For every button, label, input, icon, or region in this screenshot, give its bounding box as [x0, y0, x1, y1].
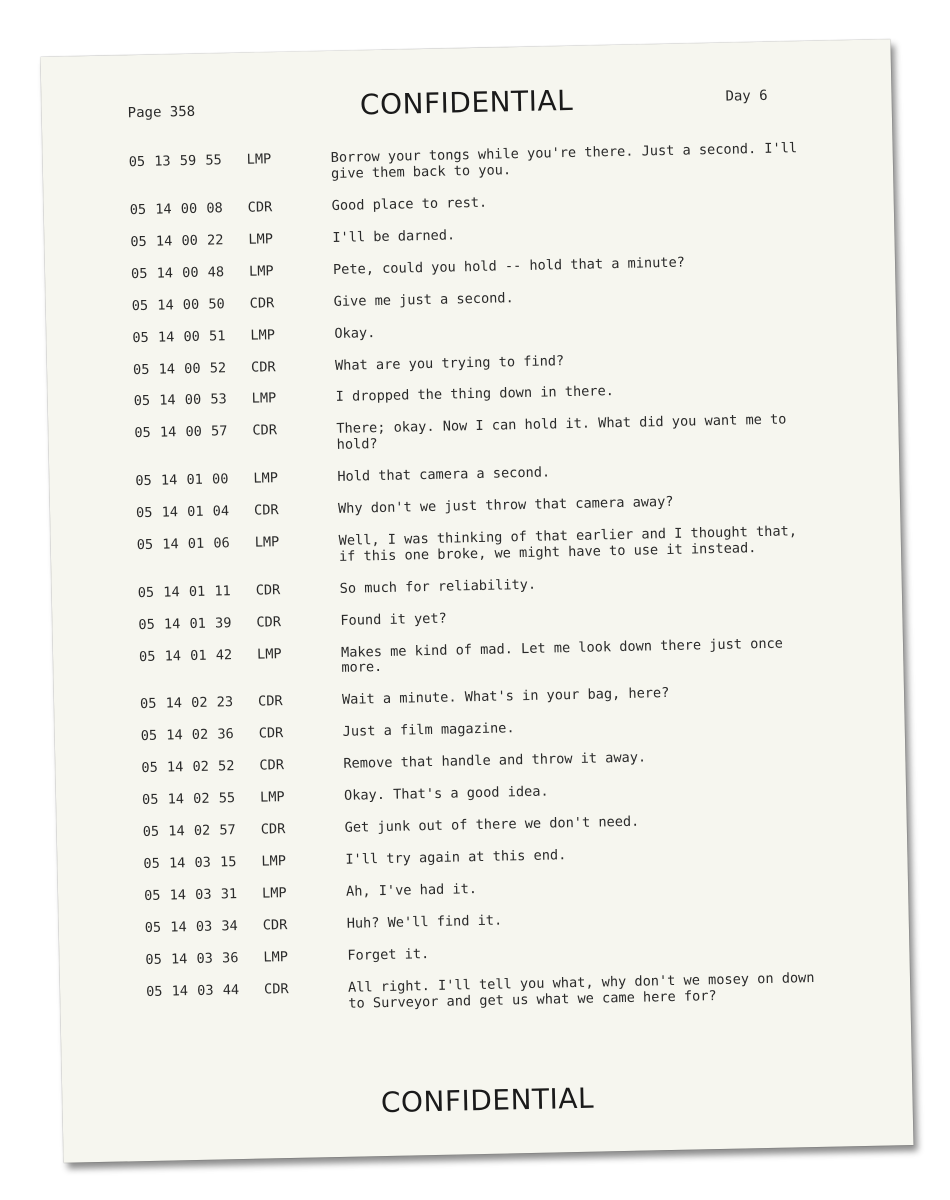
- entry-timestamp: 05 14 00 53: [133, 391, 227, 410]
- entry-timestamp: 05 14 01 39: [138, 614, 232, 633]
- entry-speaker: CDR: [247, 198, 273, 216]
- entry-timestamp: 05 14 02 55: [141, 790, 236, 809]
- entry-speaker: CDR: [259, 757, 285, 774]
- transcript-body: [129, 141, 827, 1033]
- classification-footer: CONFIDENTIAL: [380, 1081, 595, 1120]
- entry-speaker: LMP: [254, 534, 280, 551]
- entry-speaker: CDR: [256, 613, 282, 631]
- entry-text: There; okay. Now I can hold it. What did you want me to hold?: [336, 411, 787, 453]
- entry-speaker: LMP: [246, 151, 272, 168]
- entry-text: Just a film magazine.: [342, 720, 515, 740]
- entry-timestamp: 05 13 59 55: [128, 152, 222, 171]
- entry-text: I'll try again at this end.: [345, 847, 567, 868]
- entry-timestamp: 05 14 03 36: [145, 950, 239, 969]
- transcript-entry: [142, 779, 822, 809]
- transcript-entry: [136, 492, 816, 522]
- entry-speaker: LMP: [248, 262, 274, 280]
- entry-text: All right. I'll tell you what, why don't we mosey on down to Surveyor and get us what we came here for?: [347, 970, 815, 1012]
- transcript-entry: [131, 252, 811, 282]
- transcript-entry: [143, 843, 823, 873]
- entry-speaker: LMP: [261, 853, 287, 870]
- entry-text: Get junk out of there we don't need.: [344, 813, 640, 836]
- entry-speaker: LMP: [263, 949, 289, 966]
- entry-text: I dropped the thing down in there.: [335, 383, 615, 406]
- entry-timestamp: 05 14 00 57: [134, 423, 228, 442]
- transcript-entry: [145, 939, 825, 969]
- entry-text: I'll be darned.: [332, 226, 456, 246]
- entry-speaker: LMP: [261, 885, 287, 902]
- entry-timestamp: 05 14 02 36: [140, 726, 234, 745]
- entry-text: So much for reliability.: [339, 576, 537, 597]
- transcript-entry: [140, 683, 820, 713]
- transcript-entry: [141, 715, 821, 745]
- entry-timestamp: 05 14 02 23: [139, 694, 234, 713]
- transcript-entry: [144, 875, 824, 905]
- transcript-entry: [134, 380, 814, 410]
- entry-speaker: CDR: [262, 917, 288, 934]
- entry-timestamp: 05 14 03 15: [143, 854, 237, 873]
- entry-text: Makes me kind of mad. Let me look down there just once more.: [340, 635, 784, 677]
- transcript-entry: [135, 460, 815, 490]
- transcript-entry: [137, 524, 818, 569]
- entry-speaker: CDR: [253, 502, 279, 519]
- entry-speaker: LMP: [256, 645, 282, 663]
- entry-timestamp: 05 14 02 52: [141, 758, 235, 777]
- entry-speaker: LMP: [253, 470, 279, 487]
- entry-text: What are you trying to find?: [334, 352, 565, 374]
- entry-timestamp: 05 14 00 51: [132, 327, 226, 346]
- transcript-entry: [129, 141, 810, 186]
- transcript-entry: [134, 412, 815, 457]
- entry-text: Good place to rest.: [331, 194, 488, 214]
- entry-timestamp: 05 14 03 31: [143, 886, 238, 905]
- entry-timestamp: 05 14 01 06: [136, 535, 230, 554]
- entry-speaker: CDR: [250, 358, 276, 376]
- transcript-entry: [130, 221, 810, 251]
- entry-speaker: LMP: [259, 789, 285, 806]
- transcript-entry: [138, 603, 818, 633]
- entry-timestamp: 05 14 03 34: [144, 918, 238, 937]
- entry-speaker: CDR: [257, 693, 283, 710]
- entry-timestamp: 05 14 01 42: [138, 646, 233, 665]
- transcript-entry: [130, 189, 810, 219]
- transcript-entry: [139, 635, 820, 680]
- entry-text: Well, I was thinking of that earlier and I thought that, if this one broke, we might have to use it instead.: [338, 523, 798, 565]
- entry-text: Give me just a second.: [333, 289, 514, 310]
- entry-timestamp: 05 14 00 48: [130, 263, 225, 282]
- entry-timestamp: 05 14 00 22: [130, 231, 224, 250]
- transcript-entry: [145, 907, 825, 937]
- entry-speaker: LMP: [250, 326, 276, 344]
- transcript-entry: [133, 348, 813, 378]
- entry-speaker: CDR: [255, 581, 281, 599]
- entry-speaker: CDR: [252, 422, 278, 440]
- transcript-page: [41, 39, 914, 1163]
- entry-speaker: CDR: [263, 981, 289, 998]
- transcript-entry: [141, 747, 821, 777]
- transcript-entry: [146, 971, 827, 1016]
- entry-text: Pete, could you hold -- hold that a minute?: [332, 254, 686, 278]
- entry-timestamp: 05 14 00 08: [129, 199, 223, 218]
- entry-timestamp: 05 14 01 11: [137, 582, 231, 601]
- entry-timestamp: 05 14 01 04: [135, 503, 230, 522]
- entry-timestamp: 05 14 03 44: [145, 982, 240, 1001]
- entry-timestamp: 05 14 00 50: [131, 295, 225, 314]
- entry-text: Huh? We'll find it.: [346, 912, 503, 932]
- day-label: Day 6: [725, 87, 768, 105]
- entry-text: Hold that camera a second.: [337, 464, 551, 485]
- entry-text: Found it yet?: [340, 610, 447, 629]
- entry-text: Ah, I've had it.: [345, 881, 478, 900]
- entry-text: Remove that handle and throw it away.: [343, 749, 647, 772]
- transcript-entry: [143, 811, 823, 841]
- entry-text: Wait a minute. What's in your bag, here?: [341, 685, 670, 708]
- entry-speaker: LMP: [248, 230, 274, 248]
- entry-timestamp: 05 14 01 00: [135, 471, 229, 490]
- entry-timestamp: 05 14 02 57: [142, 822, 236, 841]
- transcript-entry: [132, 284, 812, 314]
- entry-text: Okay. That's a good idea.: [343, 783, 549, 804]
- entry-speaker: CDR: [260, 821, 286, 838]
- transcript-entry: [138, 571, 818, 601]
- page-number: Page 358: [127, 103, 196, 122]
- entry-text: Forget it.: [347, 946, 430, 964]
- entry-text: Borrow your tongs while you're there. Just a second. I'll give them back to you.: [330, 140, 798, 182]
- classification-header: CONFIDENTIAL: [359, 83, 574, 122]
- entry-speaker: LMP: [251, 390, 277, 408]
- entry-speaker: CDR: [258, 725, 284, 742]
- entry-timestamp: 05 14 00 52: [132, 359, 227, 378]
- transcript-entry: [132, 316, 812, 346]
- entry-speaker: CDR: [249, 294, 275, 312]
- entry-text: Okay.: [334, 324, 376, 342]
- entry-text: Why don't we just throw that camera away?: [337, 493, 674, 517]
